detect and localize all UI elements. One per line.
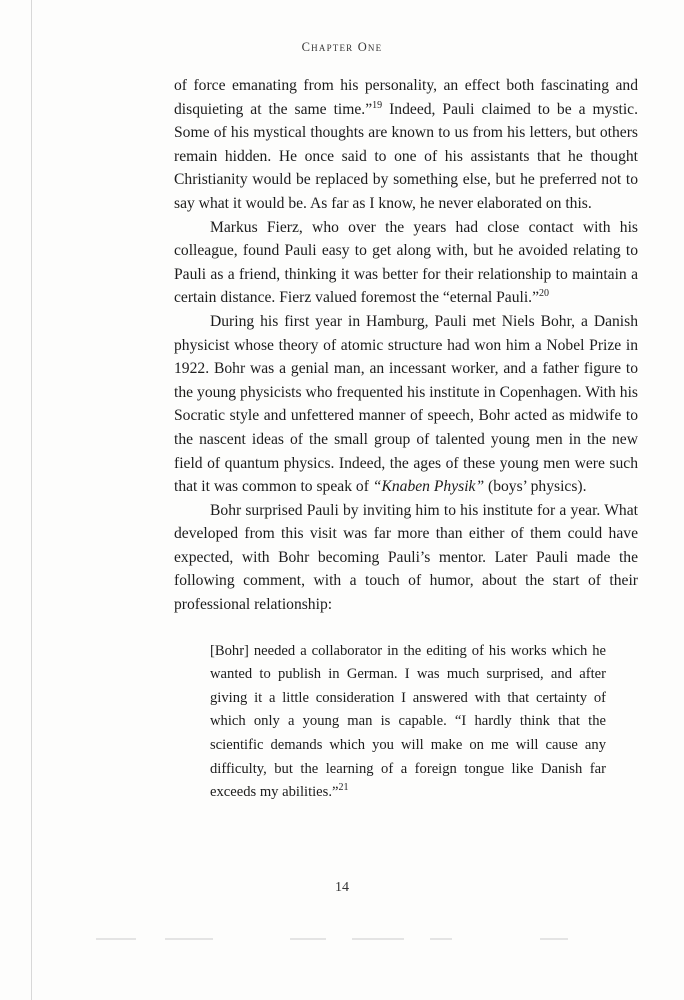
running-head: Chapter One [301,40,383,54]
footnote-ref-21: 21 [338,782,349,794]
footnote-ref-19: 19 [372,99,383,111]
page-number: 14 [335,880,349,895]
paragraph-4 [174,499,638,617]
scan-artifact-3 [290,938,326,940]
scan-artifact-2 [165,938,213,940]
block-quote [210,640,606,805]
body-text [174,74,638,805]
block-quote-text: [Bohr] needed a collaborator in the editing of his works which he wanted to publish in German. I was much surprised, and after giving it a little consideration I answered with that certainty of which only a young man is capable. “I hardly think that the scientific demands which you will make on me will cause any difficulty, but the learning of a foreign tongue like Danish far exceeds my abilities.” [210,642,606,801]
paragraph-1-text-b: Indeed, Pauli claimed to be a mystic. Some of his mystical thoughts are known to us from his letters, but others remain hidden. He once said to one of his assistants that he thought Christianity would be replaced by something else, but he preferred not to say what it would be. As far as I know, he never elaborated on this. [174,100,638,212]
paragraph-3-text-b: (boys’ physics). [484,478,587,496]
paragraph-3-italic-term: “Knaben Physik” [372,478,485,496]
paragraph-2-text: Markus Fierz, who over the years had close contact with his colleague, found Pauli easy to get along with, but he avoided relating to Pauli as a friend, thinking it was better for their relationship to maintain a certain distance. Fierz valued foremost the “eternal Pauli.” [174,218,638,307]
scan-artifact-4 [352,938,404,940]
scan-artifact-1 [96,938,136,940]
paragraph-3-text-a: During his first year in Hamburg, Pauli met Niels Bohr, a Danish physicist whose theory of atomic structure had won him a Nobel Prize in 1922. Bohr was a genial man, an incessant worker, and a father figure to the young physicists who frequented his institute in Copenhagen. With his Socratic style and unfettered manner of speech, Bohr acted as midwife to the nascent ideas of the small group of talented young men in the new field of quantum physics. Indeed, the ages of these young men were such that it was common to speak of [174,312,638,496]
footnote-ref-20: 20 [539,288,549,300]
paragraph-1 [174,74,638,216]
paragraph-2 [174,216,638,310]
paragraph-1-text-a: of force emanating from his personality, an effect both fascinating and disquieting at the same time.” [174,77,638,118]
paragraph-4-text: Bohr surprised Pauli by inviting him to his institute for a year. What developed from this visit was far more than either of them could have expected, with Bohr becoming Pauli’s mentor. Later Pauli made the following comment, with a touch of humor, about the start of their professional relationship: [174,501,638,614]
scan-artifact-5 [430,938,452,940]
paragraph-3 [174,310,638,499]
scan-edge-line [31,0,32,1000]
scan-artifact-6 [540,938,568,940]
